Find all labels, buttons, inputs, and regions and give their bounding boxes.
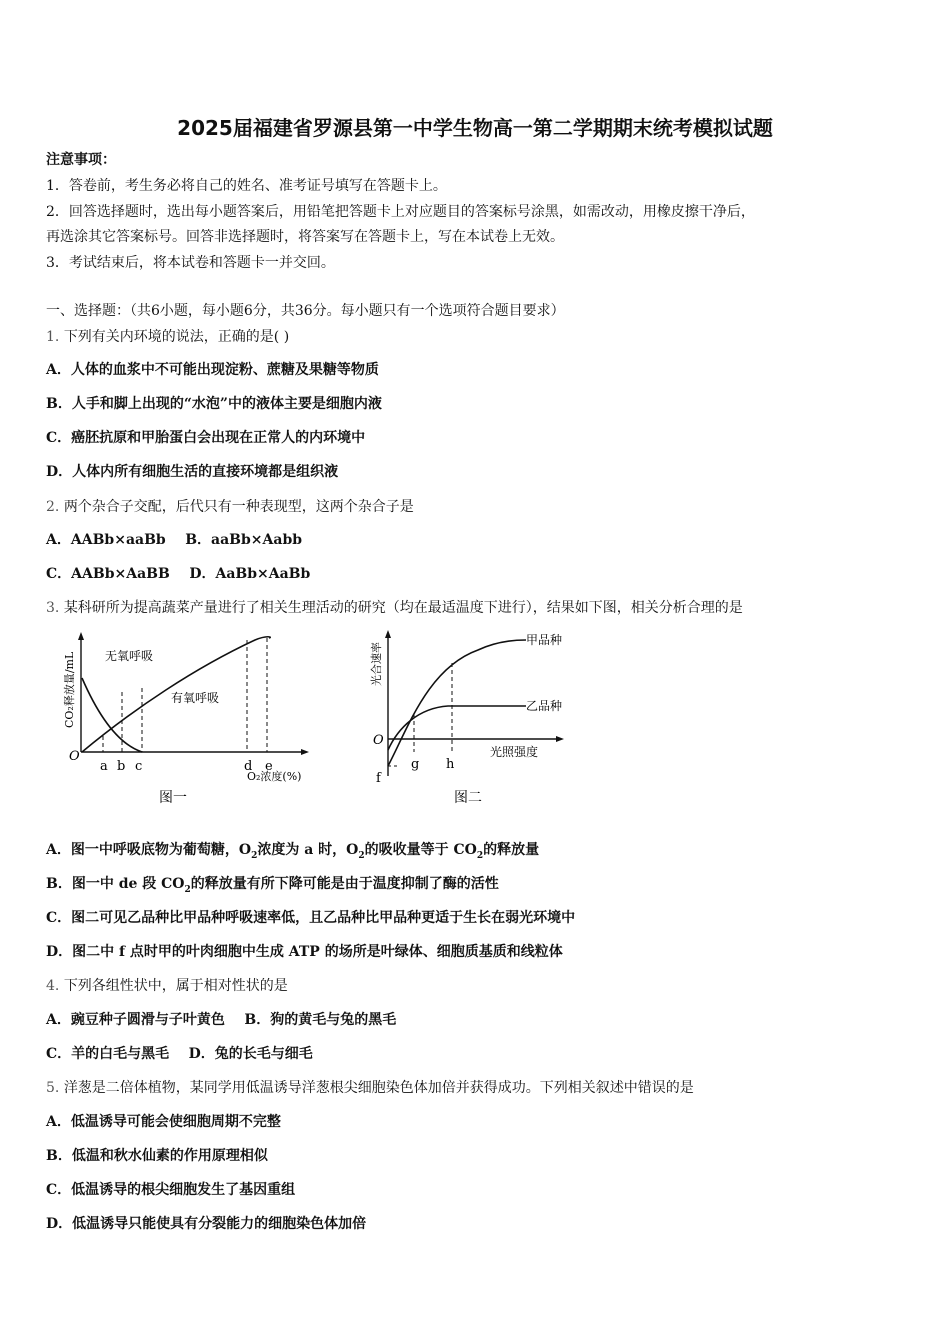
anaerobic-curve — [82, 678, 142, 752]
question-stem: 某科研所为提高蔬菜产量进行了相关生理活动的研究（均在最适温度下进行），结果如下图，相关分析合理的是 — [63, 600, 743, 616]
origin-label: O — [373, 733, 384, 748]
option-b: B．图一中 de 段 $CO_2$的释放量有所下降可能是由于温度抑制了酶的活性 — [46, 876, 499, 895]
notes-item: 1．答卷前，考生务必将自己的姓名、准考证号填写在答题卡上。 — [46, 178, 447, 194]
option-d: D．人体内所有细胞生活的直接环境都是组织液 — [46, 464, 339, 480]
question-number: 3. — [46, 600, 60, 616]
question-stem: 洋葱是二倍体植物，某同学用低温诱导洋葱根尖细胞染色体加倍并获得成功。下列相关叙述中错误的是 — [63, 1080, 694, 1096]
tick-g: g — [411, 757, 420, 772]
y-axis-label: CO₂释放量/mL — [63, 651, 76, 728]
option-b: B．人手和脚上出现的“水泡”中的液体主要是细胞内液 — [46, 396, 382, 412]
figure-2 — [368, 628, 583, 813]
tick-c: c — [135, 759, 143, 774]
tick-h: h — [446, 757, 455, 772]
question-2 — [46, 497, 414, 517]
tick-b: b — [117, 759, 126, 774]
option-b: B．低温和秋水仙素的作用原理相似 — [46, 1148, 268, 1164]
option-row: C．羊的白毛与黑毛 D．兔的长毛与细毛 — [46, 1046, 313, 1062]
question-number: 5. — [46, 1080, 60, 1096]
curve-label-variety-a: 甲品种 — [526, 633, 563, 647]
option-d: D．低温诱导只能使具有分裂能力的细胞染色体加倍 — [46, 1216, 367, 1232]
question-number: 2. — [46, 499, 60, 515]
curve-variety-b — [388, 706, 526, 750]
y-axis-arrow — [78, 632, 84, 640]
figure-caption: 图一 — [159, 790, 187, 806]
question-4 — [46, 976, 288, 996]
page-title: 2025届福建省罗源县第一中学生物高一第二学期期末统考模拟试题 — [177, 116, 773, 140]
x-axis-arrow — [301, 749, 309, 755]
y-axis-label: 光合速率 — [370, 642, 383, 686]
option-d: D．图二中 f 点时甲的叶肉细胞中生成 ATP 的场所是叶绿体、细胞质基质和线粒体 — [46, 944, 563, 960]
section-heading: 一、选择题：（共6小题，每小题6分，共36分。每小题只有一个选项符合题目要求） — [46, 303, 565, 319]
notes-heading: 注意事项： — [46, 152, 116, 168]
x-axis-label: O₂浓度(%) — [247, 770, 302, 783]
tick-d: d — [244, 759, 253, 774]
option-row: A．豌豆种子圆滑与子叶黄色 B．狗的黄毛与兔的黑毛 — [46, 1012, 397, 1028]
tick-e: e — [265, 759, 273, 774]
curve-label-variety-b: 乙品种 — [526, 699, 563, 713]
question-1 — [46, 327, 289, 347]
figure-1 — [55, 628, 320, 813]
question-number: 4. — [46, 978, 60, 994]
y-axis-arrow — [385, 630, 391, 638]
figure-caption: 图二 — [454, 790, 482, 806]
option-row: A．AABb×aaBb B．aaBb×Aabb — [46, 532, 303, 548]
question-3 — [46, 598, 743, 618]
question-stem: 下列各组性状中，属于相对性状的是 — [63, 978, 288, 994]
question-5 — [46, 1078, 694, 1098]
question-stem: 下列有关内环境的说法，正确的是( ) — [63, 329, 290, 345]
tick-f: f — [376, 771, 381, 786]
curve-label-anaerobic: 无氧呼吸 — [105, 649, 154, 663]
option-c: C．癌胚抗原和甲胎蛋白会出现在正常人的内环境中 — [46, 430, 366, 446]
x-axis-label: 光照强度 — [490, 745, 539, 759]
option-a: A．人体的血浆中不可能出现淀粉、蔗糖及果糖等物质 — [46, 362, 379, 378]
curve-label-aerobic: 有氧呼吸 — [171, 691, 220, 705]
origin-label: O — [69, 749, 80, 764]
notes-item: 再选涂其它答案标号。回答非选择题时，将答案写在答题卡上，写在本试卷上无效。 — [46, 229, 564, 245]
question-number: 1. — [46, 329, 60, 345]
question-stem: 两个杂合子交配，后代只有一种表现型，这两个杂合子是 — [63, 499, 414, 515]
x-axis-arrow — [556, 736, 564, 742]
notes-item: 3．考试结束后，将本试卷和答题卡一并交回。 — [46, 255, 335, 271]
option-c: C．图二可见乙品种比甲品种呼吸速率低，且乙品种比甲品种更适于生长在弱光环境中 — [46, 910, 576, 926]
option-a: A．图一中呼吸底物为葡萄糖，$O_2$浓度为 a 时，$O_2$的吸收量等于 $CO_2$的释放量 — [46, 842, 540, 861]
option-row: C．AABb×AaBB D．AaBb×AaBb — [46, 566, 311, 582]
option-a: A．低温诱导可能会使细胞周期不完整 — [46, 1114, 281, 1130]
tick-a: a — [100, 759, 108, 774]
notes-item: 2．回答选择题时，选出每小题答案后，用铅笔把答题卡上对应题目的答案标号涂黑，如需改动，用橡皮擦干净后， — [46, 204, 755, 220]
option-c: C．低温诱导的根尖细胞发生了基因重组 — [46, 1182, 296, 1198]
